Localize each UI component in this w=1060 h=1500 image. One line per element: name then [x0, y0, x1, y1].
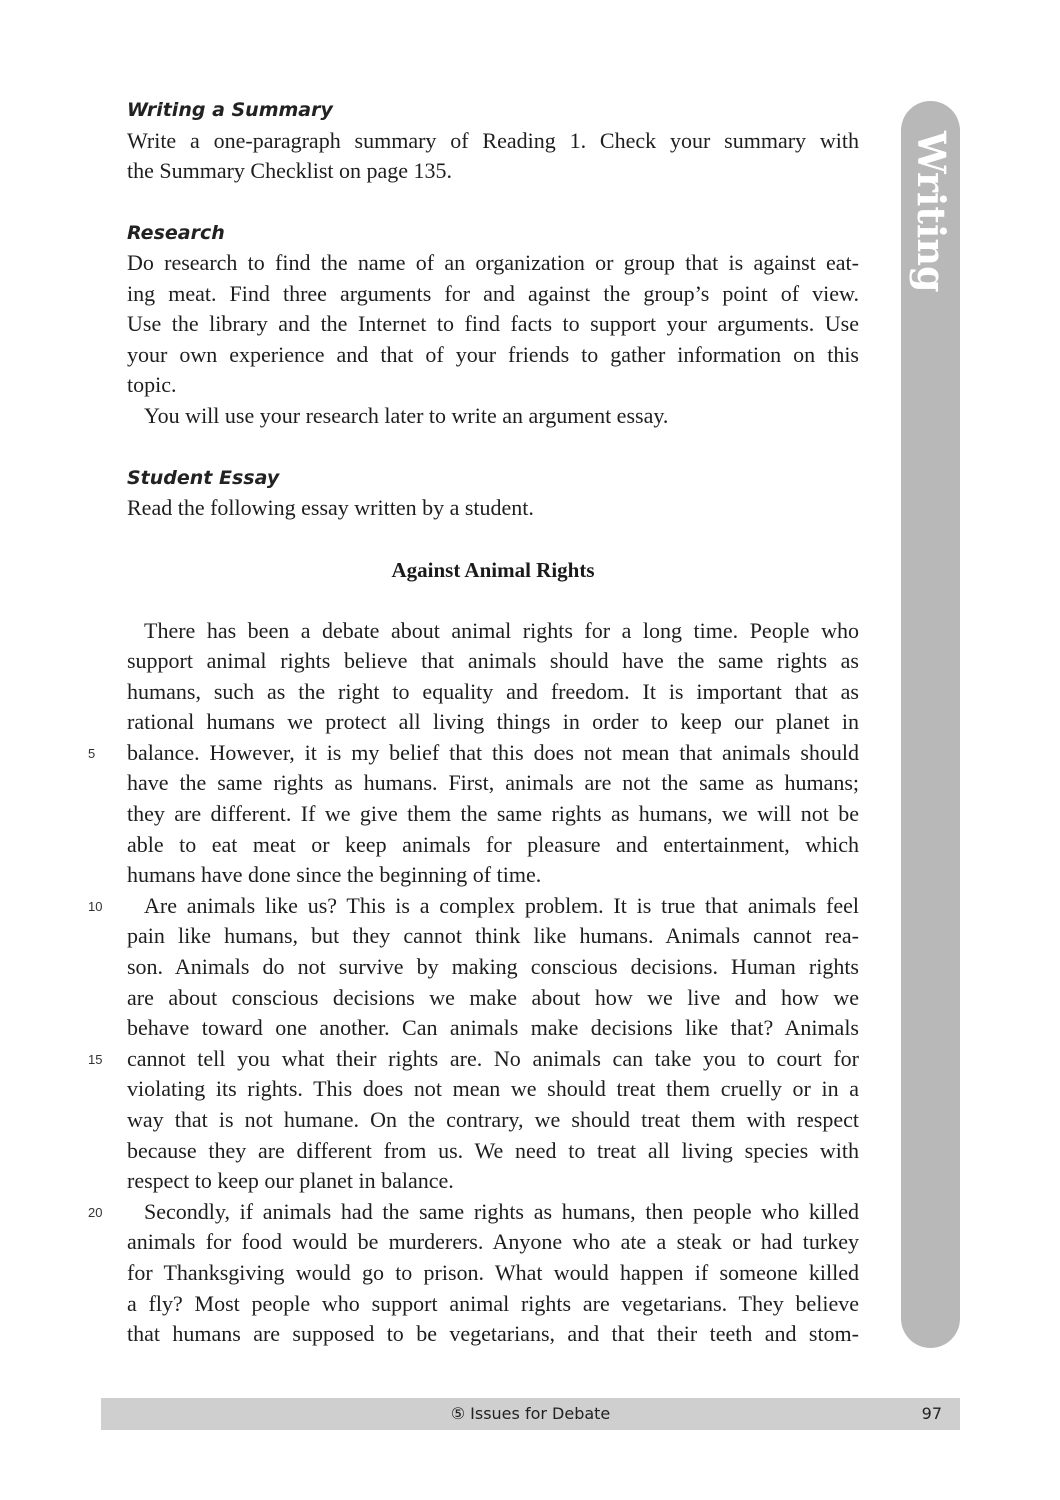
research-line: ing meat. Find three arguments for and against the group’s point of view.: [127, 281, 859, 306]
summary-heading: Writing a Summary: [127, 99, 333, 121]
essay-line: are about conscious decisions we make about how we live and how we: [127, 985, 859, 1010]
research-line: Use the library and the Internet to find facts to support your arguments. Use: [127, 311, 859, 336]
footer-chapter-label: ⑤ Issues for Debate: [450, 1404, 611, 1423]
research-line: You will use your research later to write an argument essay.: [144, 403, 669, 428]
research-line: topic.: [127, 372, 177, 397]
essay-line: a fly? Most people who support animal rights are vegetarians. They believe: [127, 1291, 859, 1316]
essay-line: for Thanksgiving would go to prison. What would happen if someone killed: [127, 1260, 859, 1285]
essay-line: There has been a debate about animal rights for a long time. People who: [144, 618, 859, 643]
essay-line: Are animals like us? This is a complex problem. It is true that animals feel: [144, 893, 859, 918]
essay-line: support animal rights believe that animals should have the same rights as: [127, 648, 859, 673]
essay-line: that humans are supposed to be vegetarians, and that their teeth and stom-: [127, 1321, 859, 1346]
side-tab: [901, 101, 960, 1348]
essay-line: Secondly, if animals had the same rights as humans, then people who killed: [144, 1199, 859, 1224]
side-tab-label: Writing: [909, 131, 954, 293]
essay-line: they are different. If we give them the same rights as humans, we will not be: [127, 801, 859, 826]
page-number: 97: [921, 1404, 942, 1423]
student-essay-line: Read the following essay written by a student.: [127, 495, 534, 520]
summary-line: the Summary Checklist on page 135.: [127, 158, 453, 183]
essay-line: pain like humans, but they cannot think like humans. Animals cannot rea-: [127, 923, 859, 948]
essay-line: balance. However, it is my belief that this does not mean that animals should: [127, 740, 859, 765]
line-number: 20: [88, 1205, 103, 1220]
essay-line: way that is not humane. On the contrary, we should treat them with respect: [127, 1107, 859, 1132]
essay-line: cannot tell you what their rights are. No animals can take you to court for: [127, 1046, 859, 1071]
essay-line: humans, such as the right to equality and freedom. It is important that as: [127, 679, 859, 704]
essay-line: because they are different from us. We need to treat all living species with: [127, 1138, 859, 1163]
research-heading: Research: [127, 222, 225, 244]
essay-line: respect to keep our planet in balance.: [127, 1168, 454, 1193]
footer-bar: [101, 1398, 960, 1430]
research-line: Do research to find the name of an organization or group that is against eat-: [127, 250, 859, 275]
essay-line: son. Animals do not survive by making conscious decisions. Human rights: [127, 954, 859, 979]
student-essay-heading: Student Essay: [127, 467, 280, 489]
essay-line: able to eat meat or keep animals for pleasure and entertainment, which: [127, 832, 859, 857]
essay-line: humans have done since the beginning of time.: [127, 862, 542, 887]
essay-line: animals for food would be murderers. Anyone who ate a steak or had turkey: [127, 1229, 859, 1254]
line-number: 5: [88, 746, 96, 761]
essay-line: violating its rights. This does not mean we should treat them cruelly or in a: [127, 1076, 859, 1101]
line-number: 15: [88, 1052, 103, 1067]
essay-line: rational humans we protect all living things in order to keep our planet in: [127, 709, 859, 734]
essay-line: have the same rights as humans. First, animals are not the same as humans;: [127, 770, 859, 795]
summary-line: Write a one-paragraph summary of Reading 1. Check your summary with: [127, 128, 859, 153]
line-number: 10: [88, 899, 103, 914]
research-line: your own experience and that of your friends to gather information on this: [127, 342, 859, 367]
essay-line: behave toward one another. Can animals make decisions like that? Animals: [127, 1015, 859, 1040]
essay-title: Against Animal Rights: [391, 558, 595, 582]
